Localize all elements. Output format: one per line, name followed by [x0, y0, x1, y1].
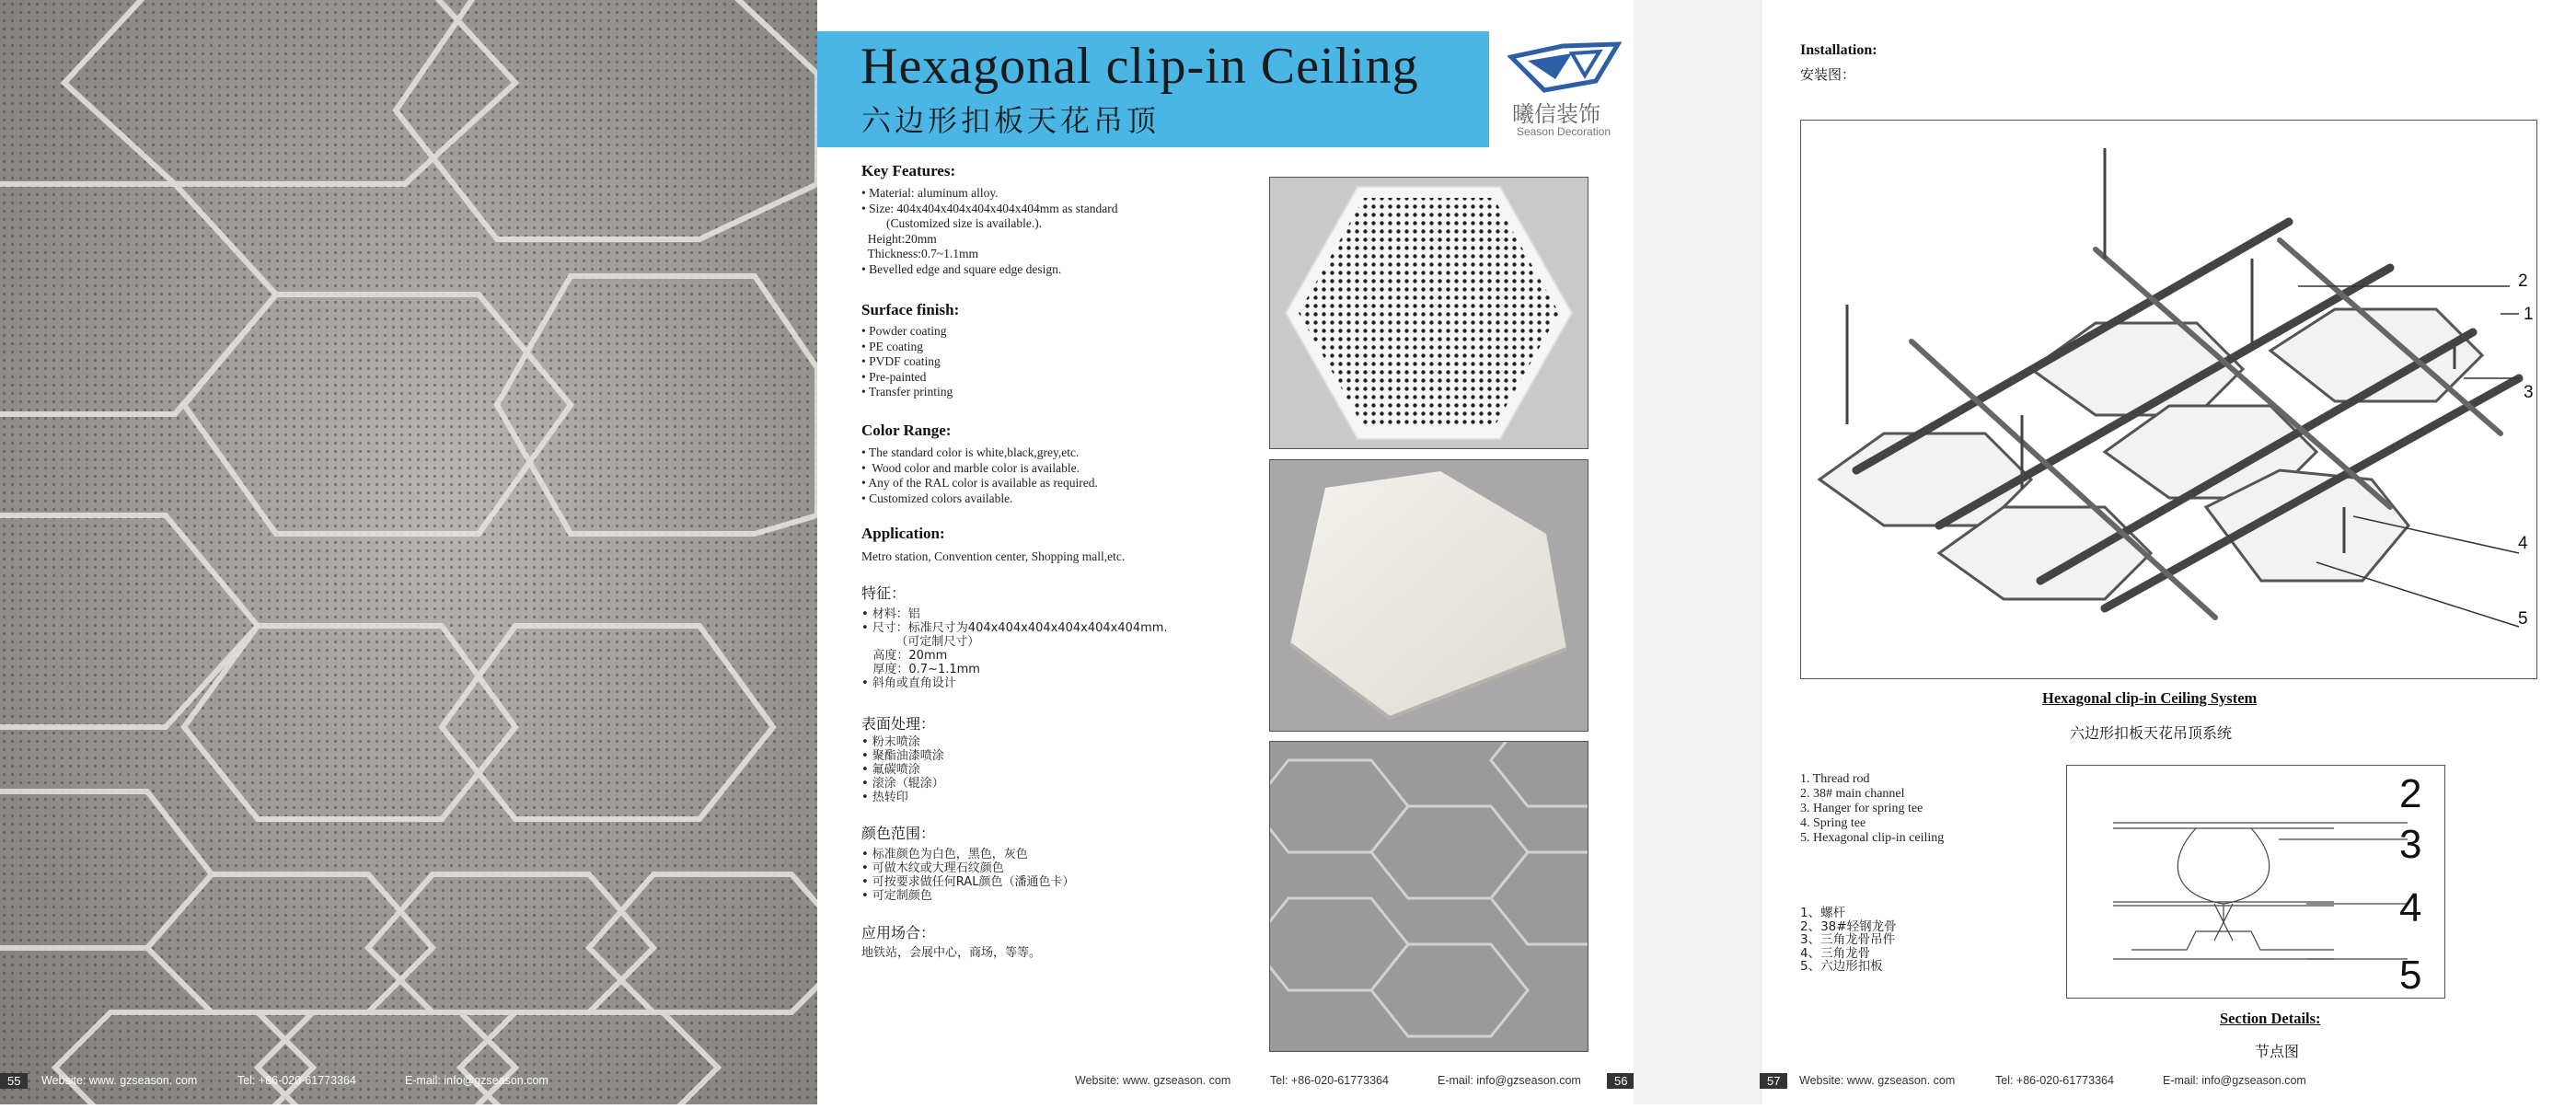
- page-gutter: [1634, 0, 1762, 1104]
- list-item: • 可做木纹或大理石纹颜色: [861, 861, 1004, 875]
- cn-color-heading: 颜色范围：: [861, 825, 936, 842]
- list-item: Thickness:0.7~1.1mm: [861, 247, 979, 260]
- list-item: • Material: aluminum alloy.: [861, 186, 999, 200]
- list-item: • Powder coating: [861, 324, 947, 338]
- list-item: • 热转印: [861, 791, 908, 804]
- diagram-label: 4: [2518, 534, 2528, 553]
- list-item: 厚度：0.7~1.1mm: [861, 663, 980, 676]
- perforated-panel-image: [1269, 177, 1588, 449]
- list-item: （可定制尺寸）: [861, 635, 980, 649]
- list-item: • 斜角或直角设计: [861, 676, 956, 690]
- diagram-label: 2: [2518, 271, 2528, 291]
- list-item: • The standard color is white,black,grey,etc.: [861, 445, 1080, 459]
- parts-list: [1800, 772, 1944, 846]
- logo-icon: [1507, 40, 1622, 96]
- list-item: • Wood color and marble color is available.: [861, 460, 1080, 475]
- list-item: 1、螺杆: [1800, 906, 1846, 920]
- list-item: • Pre-painted: [861, 369, 927, 384]
- list-item: • Any of the RAL color is available as required.: [861, 476, 1098, 490]
- diagram-label: 1: [2524, 305, 2534, 324]
- list-item: • 标准颜色为白色，黑色，灰色: [861, 848, 1028, 861]
- color-range-list: [861, 445, 1098, 506]
- footer-tel: Tel: +86-020-61773364: [237, 1074, 356, 1087]
- list-item: • PVDF coating: [861, 354, 941, 368]
- ceiling-system-drawing: [1801, 121, 2536, 677]
- ceiling-photo-illustration: [0, 0, 817, 1104]
- list-item: • 尺寸：标准尺寸为404x404x404x404x404x404mm.: [861, 621, 1168, 635]
- installation-diagram: [1800, 120, 2537, 679]
- list-item: (Customized size is available.).: [861, 216, 1043, 230]
- cn-surface-list: [861, 735, 944, 804]
- key-features-heading: Key Features:: [861, 162, 956, 179]
- surface-finish-list: [861, 324, 953, 400]
- page-number: 55: [0, 1073, 28, 1089]
- diagram-label: 3: [2524, 383, 2534, 402]
- footer-email: E-mail: info@gzseason.com: [1438, 1074, 1581, 1087]
- plain-panel-image: [1269, 459, 1588, 732]
- installation-heading: Installation:: [1800, 42, 1877, 58]
- footer-tel: Tel: +86-020-61773364: [1995, 1074, 2114, 1087]
- color-range-heading: Color Range:: [861, 422, 952, 439]
- cn-application-text: 地铁站，会展中心，商场，等等。: [861, 946, 1042, 960]
- page-number: 57: [1760, 1073, 1787, 1089]
- list-item: 高度：20mm: [861, 649, 948, 663]
- section-label: 2: [2399, 771, 2422, 816]
- footer-email: E-mail: info@gzseason.com: [405, 1074, 549, 1087]
- parts-list-cn: [1800, 907, 1897, 974]
- cn-color-list: [861, 848, 1074, 903]
- section-detail-drawing: [2066, 765, 2445, 999]
- list-item: • Transfer printing: [861, 385, 953, 399]
- footer-tel: Tel: +86-020-61773364: [1270, 1074, 1389, 1087]
- cn-surface-heading: 表面处理：: [861, 715, 936, 733]
- footer-email: E-mail: info@gzseason.com: [2163, 1074, 2306, 1087]
- cn-features-heading: 特征：: [861, 584, 907, 602]
- page-title-cn: 六边形扣板天花吊顶: [861, 103, 1161, 138]
- list-item: • 滚涂（辊涂）: [861, 777, 944, 791]
- section-caption: Section Details:: [2220, 1010, 2321, 1027]
- list-item: • Customized colors available.: [861, 491, 1013, 505]
- page-title: Hexagonal clip-in Ceiling: [861, 38, 1419, 95]
- list-item: • PE coating: [861, 339, 923, 353]
- cn-application-heading: 应用场合：: [861, 924, 936, 941]
- perforated-hexagon-ceiling-photo: [0, 0, 817, 1104]
- installed-ceiling-image: [1269, 741, 1588, 1052]
- list-item: 2、38#轻钢龙骨: [1800, 918, 1897, 934]
- list-item: 3. Hanger for spring tee: [1800, 802, 1923, 815]
- footer-website: Website: www. gzseason. com: [1075, 1074, 1231, 1087]
- diagram-label: 5: [2518, 609, 2528, 629]
- list-item: • 材料：铝: [861, 607, 920, 621]
- section-label: 5: [2399, 953, 2422, 998]
- list-item: 5. Hexagonal clip-in ceiling: [1800, 831, 1945, 845]
- surface-finish-heading: Surface finish:: [861, 301, 960, 318]
- footer-website: Website: www. gzseason. com: [1799, 1074, 1956, 1087]
- installation-heading-cn: 安装图：: [1800, 66, 1856, 83]
- logo-name-en: Season Decoration: [1517, 125, 1611, 138]
- list-item: Height:20mm: [861, 231, 937, 246]
- list-item: 3、三角龙骨吊件: [1800, 932, 1896, 947]
- list-item: • 粉末喷涂: [861, 735, 920, 749]
- list-item: • Size: 404x404x404x404x404x404mm as standard: [861, 201, 1118, 215]
- key-features-list: [861, 186, 1117, 277]
- list-item: • 氟碳喷涂: [861, 763, 920, 777]
- list-item: 5、六边形扣板: [1800, 959, 1883, 974]
- list-item: • 聚酯油漆喷涂: [861, 749, 944, 763]
- page-number: 56: [1607, 1073, 1635, 1089]
- section-drawing: [2067, 766, 2443, 997]
- section-label: 4: [2399, 885, 2422, 930]
- list-item: 1. Thread rod: [1800, 772, 1870, 786]
- list-item: • 可定制颜色: [861, 889, 932, 903]
- system-caption-cn: 六边形扣板天花吊顶系统: [2070, 724, 2233, 742]
- application-text: Metro station, Convention center, Shopping mall,etc.: [861, 549, 1126, 563]
- footer-website: Website: www. gzseason. com: [41, 1074, 198, 1087]
- system-caption: Hexagonal clip-in Ceiling System: [2042, 689, 2258, 707]
- section-label: 3: [2399, 822, 2422, 867]
- cn-features-list: [861, 607, 1168, 690]
- section-caption-cn: 节点图: [2255, 1043, 2300, 1060]
- list-item: 2. 38# main channel: [1800, 787, 1905, 801]
- logo-name-cn: 曦信装饰: [1512, 101, 1600, 127]
- list-item: 4. Spring tee: [1800, 816, 1866, 830]
- application-heading: Application:: [861, 525, 945, 542]
- list-item: 4、三角龙骨: [1800, 945, 1871, 961]
- list-item: • Bevelled edge and square edge design.: [861, 261, 1062, 276]
- list-item: • 可按要求做任何RAL颜色（潘通色卡）: [861, 875, 1075, 889]
